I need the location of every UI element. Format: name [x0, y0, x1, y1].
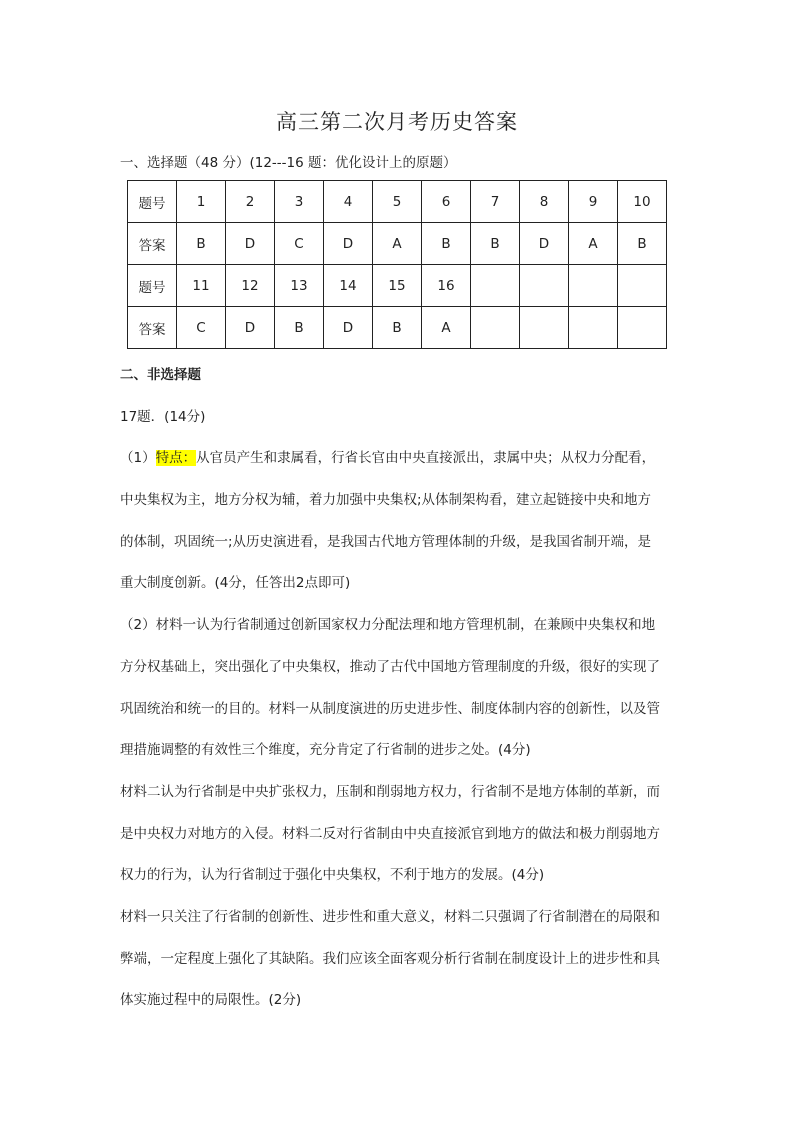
p2-line: （2）材料一认为行省制通过创新国家权力分配法理和地方管理机制，在兼顾中央集权和地	[120, 617, 656, 633]
table-cell: C	[177, 307, 226, 349]
p2-line: 理措施调整的有效性三个维度，充分肯定了行省制的进步之处。(4分)	[120, 742, 531, 758]
p2-line: 材料二认为行省制是中央扩张权力，压制和削弱地方权力，行省制不是地方体制的革新，而	[120, 784, 660, 800]
table-cell: 15	[373, 265, 422, 307]
table-cell: 7	[471, 181, 520, 223]
table-cell: B	[422, 223, 471, 265]
table-row	[128, 223, 667, 265]
table-cell: A	[569, 223, 618, 265]
section1-heading: 一、选择题（48 分）(12---16 题：优化设计上的原题）	[120, 155, 457, 171]
table-cell: 1	[177, 181, 226, 223]
table-cell: B	[471, 223, 520, 265]
p1-line: 重大制度创新。(4分，任答出2点即可)	[120, 575, 351, 591]
table-cell: 8	[520, 181, 569, 223]
table-cell: 13	[275, 265, 324, 307]
table-cell	[471, 265, 520, 307]
p2-line: 材料一只关注了行省制的创新性、进步性和重大意义，材料二只强调了行省制潜在的局限和	[120, 909, 660, 925]
p2-line: 权力的行为，认为行省制过于强化中央集权，不利于地方的发展。(4分)	[120, 867, 545, 883]
table-cell: 5	[373, 181, 422, 223]
table-cell: 14	[324, 265, 373, 307]
table-row-header: 答案	[128, 223, 177, 265]
p2-line: 弊端，一定程度上强化了其缺陷。我们应该全面客观分析行省制在制度设计上的进步性和具	[120, 951, 660, 967]
table-cell: B	[275, 307, 324, 349]
table-cell	[618, 307, 667, 349]
q17-heading: 17题．(14分)	[120, 409, 206, 425]
table-cell	[569, 265, 618, 307]
p1-first-line	[120, 446, 655, 466]
table-cell: 16	[422, 265, 471, 307]
table-cell: 9	[569, 181, 618, 223]
page-title: 高三第二次月考历史答案	[276, 110, 518, 134]
table-row-header: 题号	[128, 181, 177, 223]
p2-line: 巩固统治和统一的目的。材料一从制度演进的历史进步性、制度体制内容的创新性，以及管	[120, 701, 660, 717]
p1-line: 的体制，巩固统一;从历史演进看，是我国古代地方管理体制的升级，是我国省制开端，是	[120, 534, 652, 550]
p1-prefix: （1）	[120, 450, 156, 466]
section2-heading: 二、非选择题	[120, 367, 201, 383]
table-cell	[520, 307, 569, 349]
table-cell: B	[373, 307, 422, 349]
table-cell	[618, 265, 667, 307]
table-row-header: 答案	[128, 307, 177, 349]
table-cell: D	[520, 223, 569, 265]
table-cell: C	[275, 223, 324, 265]
table-row-header: 题号	[128, 265, 177, 307]
table-cell: 2	[226, 181, 275, 223]
table-cell: 11	[177, 265, 226, 307]
table-cell: D	[226, 223, 275, 265]
answer-table	[127, 180, 667, 349]
p2-line: 方分权基础上，突出强化了中央集权，推动了古代中国地方管理制度的升级，很好的实现了	[120, 659, 660, 675]
p1-line: 中央集权为主，地方分权为辅，着力加强中央集权;从体制架构看，建立起链接中央和地方	[120, 492, 652, 508]
p2-line: 体实施过程中的局限性。(2分)	[120, 992, 302, 1008]
table-cell: D	[226, 307, 275, 349]
table-row	[128, 307, 667, 349]
table-cell: B	[618, 223, 667, 265]
table-cell: D	[324, 307, 373, 349]
p1-rest: 从官员产生和隶属看，行省长官由中央直接派出，隶属中央；从权力分配看，	[196, 450, 656, 466]
table-cell: A	[373, 223, 422, 265]
table-cell: 6	[422, 181, 471, 223]
table-cell: 4	[324, 181, 373, 223]
table-row	[128, 265, 667, 307]
highlighted-label: 特点：	[155, 450, 197, 466]
table-row	[128, 181, 667, 223]
table-cell: 3	[275, 181, 324, 223]
table-cell	[520, 265, 569, 307]
table-cell: D	[324, 223, 373, 265]
table-cell: 10	[618, 181, 667, 223]
table-cell	[569, 307, 618, 349]
table-cell: B	[177, 223, 226, 265]
table-cell	[471, 307, 520, 349]
table-cell: A	[422, 307, 471, 349]
table-cell: 12	[226, 265, 275, 307]
p2-line: 是中央权力对地方的入侵。材料二反对行省制由中央直接派官到地方的做法和极力削弱地方	[120, 826, 660, 842]
